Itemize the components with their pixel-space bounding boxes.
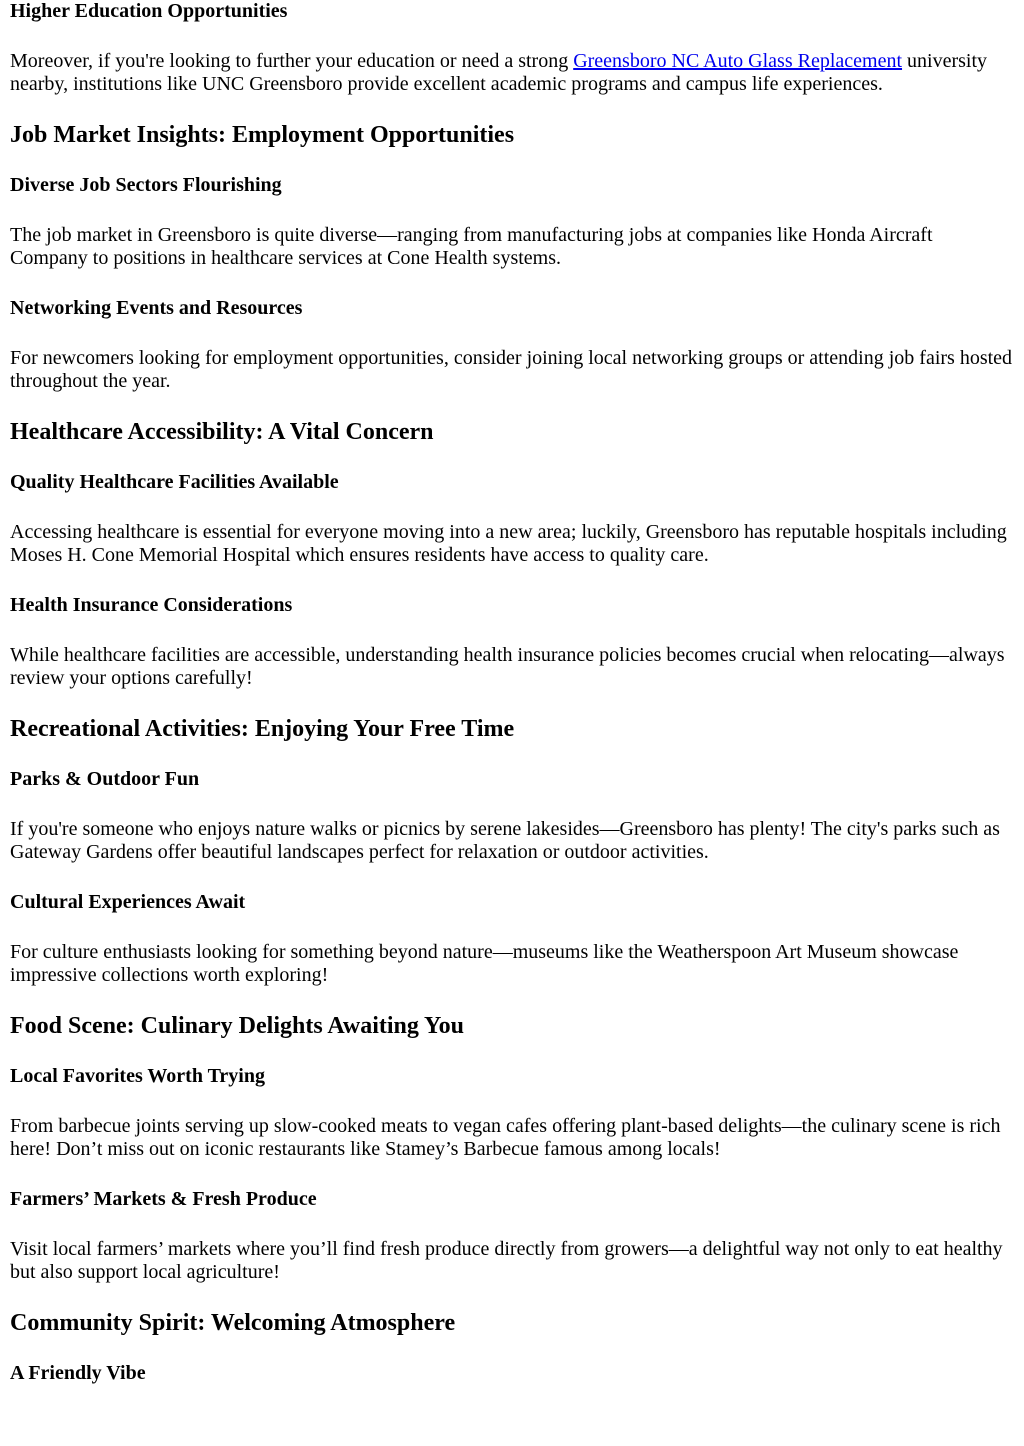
health-insurance-paragraph: While healthcare facilities are accessible, understanding health insurance policies becomes crucial when relocating—always review your options carefully!: [10, 644, 1005, 689]
farmers-markets-heading: Farmers’ Markets & Fresh Produce: [10, 1188, 317, 1210]
higher-education-heading: Higher Education Opportunities: [10, 0, 288, 22]
healthcare-heading: Healthcare Accessibility: A Vital Concern: [10, 419, 434, 445]
food-scene-heading: Food Scene: Culinary Delights Awaiting You: [10, 1013, 465, 1039]
farmers-markets-paragraph: Visit local farmers’ markets where you’ll find fresh produce directly from growers—a delightful way not only to eat healthy but also support local agriculture!: [10, 1238, 1003, 1283]
quality-healthcare-heading: Quality Healthcare Facilities Available: [10, 471, 339, 493]
local-favorites-heading: Local Favorites Worth Trying: [10, 1065, 265, 1087]
auto-glass-replacement-link[interactable]: Greensboro NC Auto Glass Replacement: [573, 50, 903, 72]
networking-events-heading: Networking Events and Resources: [10, 297, 303, 319]
friendly-vibe-heading: A Friendly Vibe: [10, 1362, 146, 1384]
networking-events-paragraph: For newcomers looking for employment opportunities, consider joining local networking groups or attending job fairs hosted throughout the year.: [10, 347, 1013, 392]
parks-outdoor-paragraph: If you're someone who enjoys nature walks or picnics by serene lakesides—Greensboro has plenty! The city's parks such as Gateway Gardens offer beautiful landscapes perfect for relaxation or outdoor activities.: [10, 818, 1000, 863]
parks-outdoor-heading: Parks & Outdoor Fun: [10, 768, 200, 790]
quality-healthcare-paragraph: Accessing healthcare is essential for everyone moving into a new area; luckily, Greensboro has reputable hospitals including Moses H. Cone Memorial Hospital which ensures residents have access to quality care.: [10, 521, 1007, 566]
diverse-job-sectors-heading: Diverse Job Sectors Flourishing: [10, 174, 282, 196]
cultural-experiences-paragraph: For culture enthusiasts looking for something beyond nature—museums like the Weatherspoon Art Museum showcase impressive collections worth exploring!: [10, 941, 959, 986]
recreation-heading: Recreational Activities: Enjoying Your Free Time: [10, 716, 515, 742]
higher-education-paragraph: [10, 50, 1014, 96]
local-favorites-paragraph: From barbecue joints serving up slow-cooked meats to vegan cafes offering plant-based delights—the culinary scene is rich here! Don’t miss out on iconic restaurants like Stamey’s Barbecue famous among locals!: [10, 1115, 1001, 1160]
job-market-heading: Job Market Insights: Employment Opportunities: [10, 122, 515, 148]
higher-education-text-after: university nearby, institutions like UNC Greensboro provide excellent academic programs and campus life experiences.: [10, 50, 988, 95]
community-spirit-heading: Community Spirit: Welcoming Atmosphere: [10, 1310, 456, 1336]
diverse-job-sectors-paragraph: The job market in Greensboro is quite diverse—ranging from manufacturing jobs at companies like Honda Aircraft Company to positions in healthcare services at Cone Health systems.: [10, 224, 933, 269]
higher-education-text-before: Moreover, if you're looking to further your education or need a strong: [10, 50, 574, 72]
health-insurance-heading: Health Insurance Considerations: [10, 594, 293, 616]
cultural-experiences-heading: Cultural Experiences Await: [10, 891, 246, 913]
